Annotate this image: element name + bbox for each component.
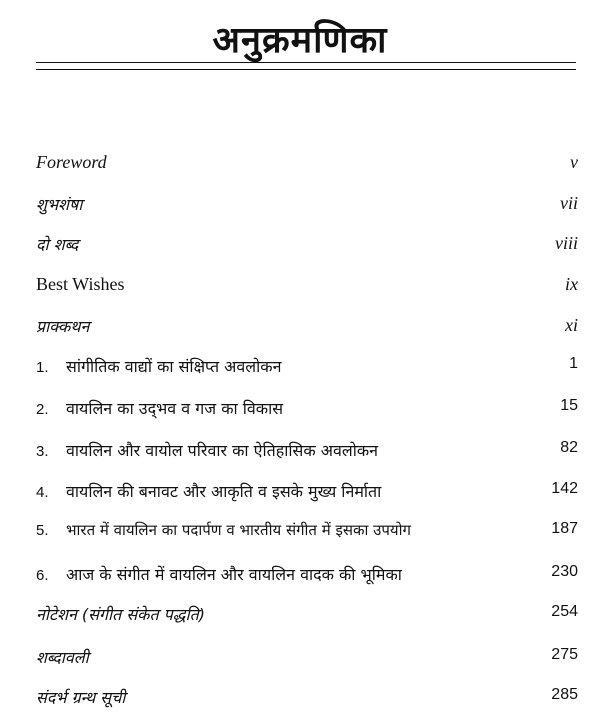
toc-entry-title [36,355,281,377]
toc-entry-chapter-5 [36,520,578,550]
page-title: अनुक्रमणिका [212,20,388,61]
toc-entry-page: 275 [551,646,578,663]
toc-entry-notation [36,603,578,633]
toc-entry-page: 187 [551,520,578,537]
toc-entry-chapter-4 [36,480,578,510]
toc-entry-chapter-6 [36,563,578,593]
chapter-number: 3. [36,443,49,460]
chapter-title: वायलिन और वायोल परिवार का ऐतिहासिक अवलोकन [66,441,379,460]
toc-entry-title: नोटेशन (संगीत संकेत पद्धति) [36,605,206,624]
toc-entry-page: v [570,152,578,172]
toc-entry-chapter-3 [36,439,578,469]
chapter-title: आज के संगीत में वायलिन और वायलिन वादक की भूमिका [66,565,402,584]
toc-entry-title [36,520,411,540]
toc-entry-title: Best Wishes [36,274,125,294]
toc-entry-title [36,563,402,585]
toc-entry-page: vii [560,193,578,213]
toc-entry-page: 15 [560,397,578,414]
toc-entry-title: शब्दावली [36,648,89,667]
toc-entry-page: viii [555,233,578,253]
toc-entry-chapter-1 [36,355,578,385]
toc-entry-page: 254 [551,603,578,620]
toc-entry-title [36,480,381,502]
chapter-number: 6. [36,567,49,584]
toc-entry-page: 1 [569,355,578,372]
toc-entry-page: ix [565,274,578,294]
chapter-title: वायलिन की बनावट और आकृति व इसके मुख्य निर्माता [66,482,382,501]
chapter-number: 5. [36,522,49,539]
toc-entry-page: 82 [560,439,578,456]
chapter-number: 1. [36,359,49,376]
toc-entry-page: 285 [551,686,578,703]
toc-entry-shabdavali [36,646,578,676]
chapter-title: वायलिन का उद्‌भव व गज का विकास [66,399,284,418]
toc-entry-bibliography [36,686,578,716]
toc-entry-title: Foreword [36,152,107,172]
toc-entry-foreword [36,152,578,182]
chapter-number: 2. [36,401,49,418]
toc-entry-title: प्राक्कथन [36,317,90,336]
toc-entry-page: 142 [551,480,578,497]
chapter-number: 4. [36,484,49,501]
toc-entry-title: शुभशंषा [36,195,83,214]
toc-entry-title: दो शब्द [36,235,79,254]
toc-entry-page: 230 [551,563,578,580]
toc-entry-title [36,397,283,419]
toc-entry-page: xi [565,315,578,335]
toc-entry-shubhshansha [36,193,578,223]
toc-entry-best-wishes [36,274,578,304]
toc-entry-do-shabd [36,233,578,263]
chapter-title: भारत में वायलिन का पदार्पण व भारतीय संगीत में इसका उपयोग [66,521,411,539]
chapter-title: सांगीतिक वाद्यों का संक्षिप्त अवलोकन [66,357,282,376]
toc-entry-chapter-2 [36,397,578,427]
toc-entry-title [36,439,378,461]
toc-entry-title: संदर्भ ग्रन्थ सूची [36,688,126,707]
toc-entry-prakkathan [36,315,578,345]
